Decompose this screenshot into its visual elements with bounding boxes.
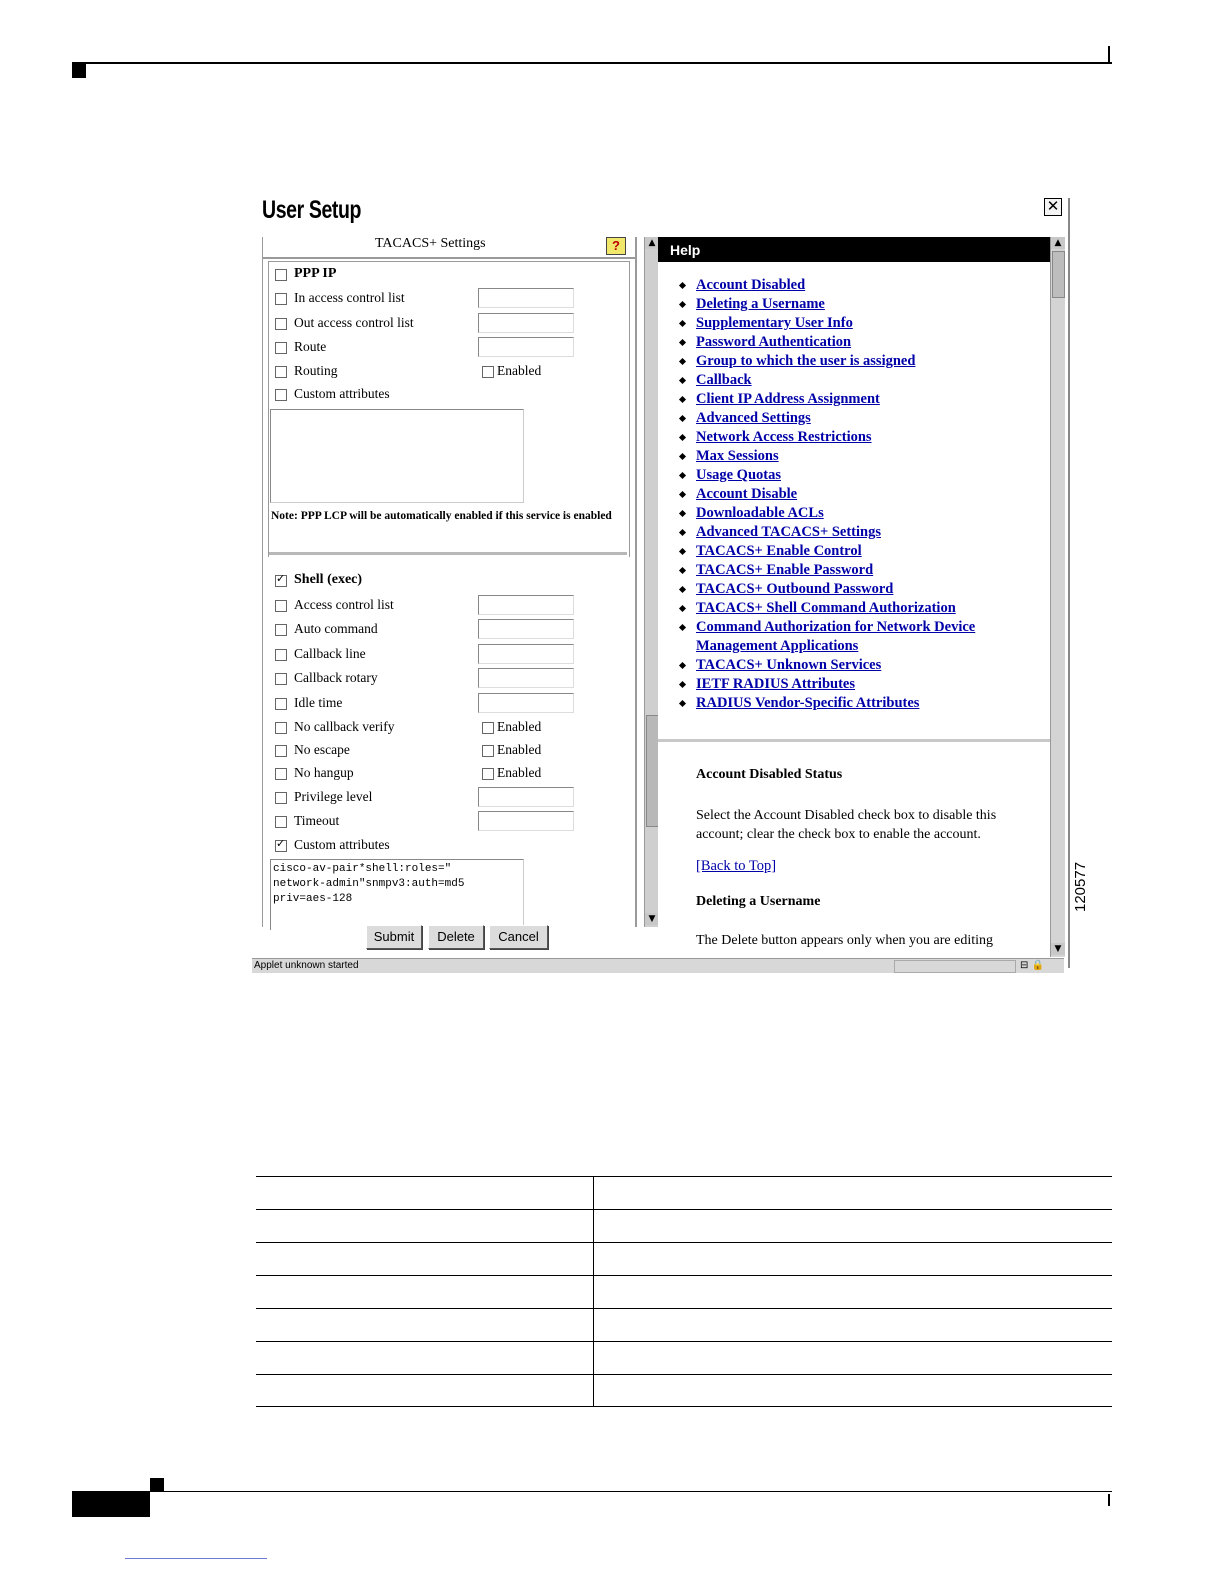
help-link-tacacs-unknown-services[interactable]: TACACS+ Unknown Services [696, 657, 882, 673]
bullet-icon [679, 377, 686, 384]
help-link-advanced-settings[interactable]: Advanced Settings [696, 410, 811, 426]
header-rule-tick [1108, 46, 1110, 64]
bullet-icon [679, 339, 686, 346]
help-link-tacacs-shell-command-authorization[interactable]: TACACS+ Shell Command Authorization [696, 600, 956, 616]
help-link-account-disable[interactable]: Account Disable [696, 486, 798, 502]
bullet-icon [679, 567, 686, 574]
privilege-level-label: Privilege level [294, 789, 373, 804]
help-link-tacacs-enable-control[interactable]: TACACS+ Enable Control [696, 543, 862, 559]
bullet-icon [679, 491, 686, 498]
bullet-icon [679, 415, 686, 422]
left-pane-scrollbar[interactable] [644, 237, 659, 927]
no-escape-enabled-checkbox[interactable] [482, 745, 494, 757]
idle-time-checkbox[interactable] [275, 698, 287, 710]
table-column-divider [593, 1176, 594, 1406]
help-pane-scrollbar[interactable] [1050, 237, 1065, 957]
no-hangup-enabled-checkbox[interactable] [482, 768, 494, 780]
bullet-icon [679, 662, 686, 669]
custom-attributes-label: Custom attributes [294, 837, 390, 852]
route-input[interactable] [478, 337, 574, 357]
bullet-icon [679, 320, 686, 327]
help-link-password-authentication[interactable]: Password Authentication [696, 334, 852, 350]
bullet-icon [679, 548, 686, 555]
auto-command-input[interactable] [478, 619, 574, 639]
help-link-network-access-restrictions[interactable]: Network Access Restrictions [696, 429, 872, 445]
window-edge [1068, 198, 1070, 968]
enabled-label: Enabled [497, 742, 542, 757]
out-access-control-list-checkbox[interactable] [275, 318, 287, 330]
table-row-rule [256, 1341, 1112, 1342]
help-link-command-authorization-for-network-device[interactable]: Command Authorization for Network Device [696, 619, 976, 635]
help-link-account-disabled[interactable]: Account Disabled [696, 277, 806, 293]
bullet-icon [679, 681, 686, 688]
help-link-tacacs-enable-password[interactable]: TACACS+ Enable Password [696, 562, 874, 578]
bullet-icon [679, 358, 686, 365]
footer-marker [150, 1478, 164, 1491]
routing-enabled-checkbox[interactable] [482, 366, 494, 378]
callback-rotary-label: Callback rotary [294, 670, 378, 685]
timeout-input[interactable] [478, 811, 574, 831]
shell-custom-attributes-textarea[interactable] [270, 859, 524, 930]
timeout-checkbox[interactable] [275, 816, 287, 828]
footer-rule [150, 1491, 1112, 1492]
route-checkbox[interactable] [275, 342, 287, 354]
ppp-ip-label: PPP IP [294, 266, 337, 281]
table-row-rule [256, 1209, 1112, 1210]
scroll-down-icon[interactable]: ▼ [1051, 943, 1065, 955]
ppp-custom-attributes-textarea[interactable] [270, 409, 524, 503]
bullet-icon [679, 586, 686, 593]
help-link-advanced-tacacs-settings[interactable]: Advanced TACACS+ Settings [696, 524, 881, 540]
enabled-label: Enabled [497, 765, 542, 780]
table-row-rule [256, 1176, 1112, 1177]
delete-button[interactable]: Delete [428, 925, 484, 949]
close-icon[interactable]: ✕ [1044, 198, 1062, 216]
enabled-label: Enabled [497, 719, 542, 734]
shell-exec-checkbox[interactable] [275, 575, 287, 587]
custom-attributes-checkbox[interactable] [275, 840, 287, 852]
footer-link-underline[interactable] [125, 1558, 267, 1559]
help-separator [658, 739, 1050, 742]
bullet-icon [679, 472, 686, 479]
help-link-downloadable-acls[interactable]: Downloadable ACLs [696, 505, 824, 521]
access-control-list-checkbox[interactable] [275, 600, 287, 612]
header-rule [72, 62, 1112, 64]
help-link-deleting-a-username[interactable]: Deleting a Username [696, 296, 825, 312]
account-disabled-status-heading: Account Disabled Status [696, 767, 843, 782]
bullet-icon [679, 700, 686, 707]
deleting-username-text: The Delete button appears only when you are editing [696, 933, 994, 948]
scroll-up-icon[interactable]: ▲ [1051, 237, 1065, 249]
scroll-up-icon[interactable]: ▲ [645, 237, 659, 249]
idle-time-input[interactable] [478, 693, 574, 713]
table-row-rule [256, 1242, 1112, 1243]
privilege-level-checkbox[interactable] [275, 792, 287, 804]
bullet-icon [679, 605, 686, 612]
figure-number: 120577 [1072, 861, 1089, 912]
no-hangup-checkbox[interactable] [275, 768, 287, 780]
window-title: User Setup [262, 196, 362, 224]
help-link-supplementary-user-info[interactable]: Supplementary User Info [696, 315, 853, 331]
callback-rotary-input[interactable] [478, 668, 574, 688]
in-access-control-list-checkbox[interactable] [275, 293, 287, 305]
help-link-max-sessions[interactable]: Max Sessions [696, 448, 779, 464]
access-control-list-input[interactable] [478, 595, 574, 615]
ppp-ip-checkbox[interactable] [275, 269, 287, 281]
help-link-client-ip-address-assignment[interactable]: Client IP Address Assignment [696, 391, 880, 407]
callback-line-label: Callback line [294, 646, 366, 661]
bullet-icon [679, 434, 686, 441]
routing-label: Routing [294, 363, 338, 378]
no-callback-verify-enabled-checkbox[interactable] [482, 722, 494, 734]
table-row-rule [256, 1374, 1112, 1375]
out-access-control-list-label: Out access control list [294, 315, 414, 330]
auto-command-checkbox[interactable] [275, 624, 287, 636]
scroll-thumb[interactable] [1052, 251, 1065, 298]
bullet-icon [679, 282, 686, 289]
status-text: Applet unknown started [254, 960, 359, 971]
browser-status-bar [252, 958, 1064, 973]
in-access-control-list-label: In access control list [294, 290, 405, 305]
help-link-tacacs-outbound-password[interactable]: TACACS+ Outbound Password [696, 581, 894, 597]
section-divider [269, 552, 627, 555]
bullet-icon [679, 529, 686, 536]
help-link-usage-quotas[interactable]: Usage Quotas [696, 467, 781, 483]
callback-line-checkbox[interactable] [275, 649, 287, 661]
lock-icon: ⊟ 🔒 [1020, 960, 1045, 971]
help-link-management-applications[interactable]: Management Applications [696, 638, 859, 654]
table-row-rule [256, 1275, 1112, 1276]
ppp-lcp-note: Note: PPP LCP will be automatically enabled if this service is enabled [271, 510, 612, 522]
no-callback-verify-label: No callback verify [294, 719, 395, 734]
routing-checkbox[interactable] [275, 366, 287, 378]
privilege-level-input[interactable] [478, 787, 574, 807]
pane-header [263, 237, 635, 259]
table-bottom-rule [256, 1406, 1112, 1407]
no-escape-label: No escape [294, 742, 350, 757]
account-disabled-status-text: Select the Account Disabled check box to disable this account; clear the check box to enable the account. [696, 808, 997, 842]
back-to-top-link[interactable]: [Back to Top] [696, 858, 777, 874]
status-segment [894, 960, 1016, 973]
deleting-username-heading: Deleting a Username [696, 894, 821, 909]
out-access-control-list-input[interactable] [478, 313, 574, 333]
help-icon[interactable]: ? [606, 237, 626, 255]
enabled-label: Enabled [497, 363, 542, 378]
scroll-down-icon[interactable]: ▼ [645, 913, 659, 925]
table-row-rule [256, 1308, 1112, 1309]
no-callback-verify-checkbox[interactable] [275, 722, 287, 734]
bullet-icon [679, 510, 686, 517]
footer-page-block [72, 1491, 150, 1517]
shell-exec-label: Shell (exec) [294, 572, 363, 587]
no-escape-checkbox[interactable] [275, 745, 287, 757]
auto-command-label: Auto command [294, 621, 378, 636]
bullet-icon [679, 301, 686, 308]
cancel-button[interactable]: Cancel [489, 925, 548, 949]
bullet-icon [679, 396, 686, 403]
help-pane [658, 237, 1050, 957]
route-label: Route [294, 339, 327, 354]
callback-line-input[interactable] [478, 644, 574, 664]
help-link-radius-vendor-specific-attributes[interactable]: RADIUS Vendor-Specific Attributes [696, 695, 920, 711]
access-control-list-label: Access control list [294, 597, 394, 612]
footer-rule-tick [1108, 1494, 1110, 1506]
timeout-label: Timeout [294, 813, 340, 828]
help-title: Help [670, 242, 701, 258]
submit-button[interactable]: Submit [366, 925, 422, 949]
help-link-ietf-radius-attributes[interactable]: IETF RADIUS Attributes [696, 676, 855, 692]
help-link-group-to-which-the-user-is-assigned[interactable]: Group to which the user is assigned [696, 353, 916, 369]
custom-attributes-label: Custom attributes [294, 386, 390, 401]
tacacs-settings-pane [262, 237, 637, 927]
pane-title: TACACS+ Settings [375, 236, 486, 251]
custom-attributes-checkbox[interactable] [275, 389, 287, 401]
help-title-bar [658, 237, 1050, 262]
bullet-icon [679, 453, 686, 460]
in-access-control-list-input[interactable] [478, 288, 574, 308]
help-link-callback[interactable]: Callback [696, 372, 752, 388]
no-hangup-label: No hangup [294, 765, 354, 780]
bullet-icon [679, 624, 686, 631]
header-marker [72, 64, 86, 78]
user-setup-screenshot [252, 192, 1089, 974]
callback-rotary-checkbox[interactable] [275, 673, 287, 685]
shell-custom-attributes-value: cisco-av-pair*shell:roles=" network-admin"snmpv3:auth=md5 priv=aes-128 [273, 863, 465, 905]
idle-time-label: Idle time [294, 695, 343, 710]
